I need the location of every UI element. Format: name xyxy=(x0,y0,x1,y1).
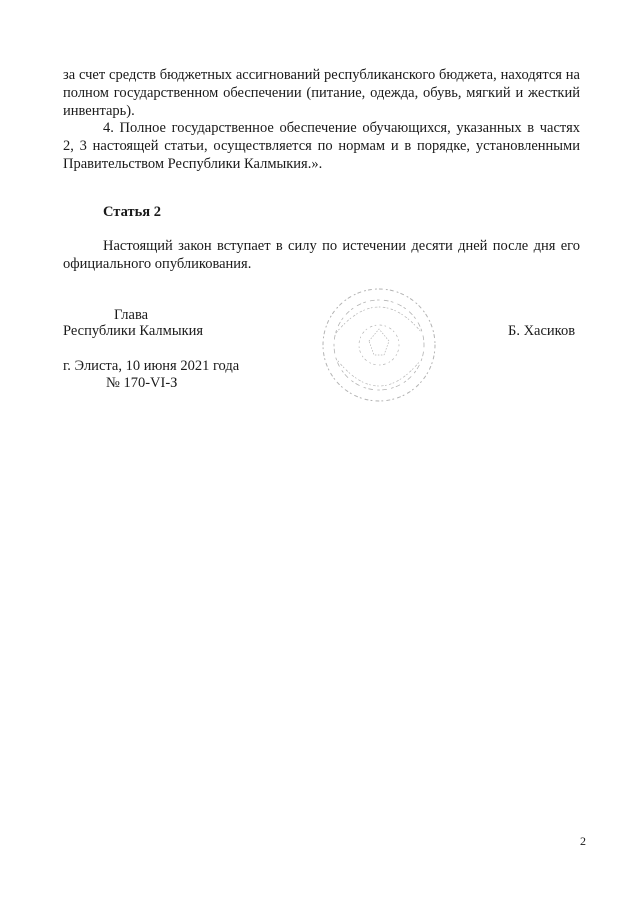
article-heading: Статья 2 xyxy=(103,204,161,220)
paragraph-item-4 xyxy=(63,119,580,173)
page-number: 2 xyxy=(580,834,586,848)
paragraph-effective-date xyxy=(63,237,580,273)
seal-inner-ring xyxy=(334,300,424,390)
seal-core-ring xyxy=(359,325,399,365)
paragraph-text: Настоящий закон вступает в силу по истечении десяти дней после дня его официального опубликования. xyxy=(63,238,580,272)
place-and-date: г. Элиста, 10 июня 2021 года xyxy=(63,358,240,374)
official-seal-stamp xyxy=(314,283,444,407)
seal-emblem xyxy=(369,329,389,355)
signatory-title: Глава xyxy=(114,307,149,323)
signatory-name: Б. Хасиков xyxy=(508,323,576,339)
paragraph-text: 4. Полное государственное обеспечение обучающихся, указанных в частях 2, 3 настоящей статьи, осуществляется по нормам и в порядке, установленными Правительством Республики Калмыкия.». xyxy=(63,120,580,172)
paragraph-text: за счет средств бюджетных ассигнований республиканского бюджета, находятся на полном государственном обеспечении (питание, одежда, обувь, мягкий и жесткий инвентарь). xyxy=(63,67,580,119)
seal-outer-ring xyxy=(323,289,435,401)
signatory-republic: Республики Калмыкия xyxy=(63,323,204,339)
law-number: № 170-VI-З xyxy=(106,375,178,391)
paragraph-continuation xyxy=(63,66,580,120)
